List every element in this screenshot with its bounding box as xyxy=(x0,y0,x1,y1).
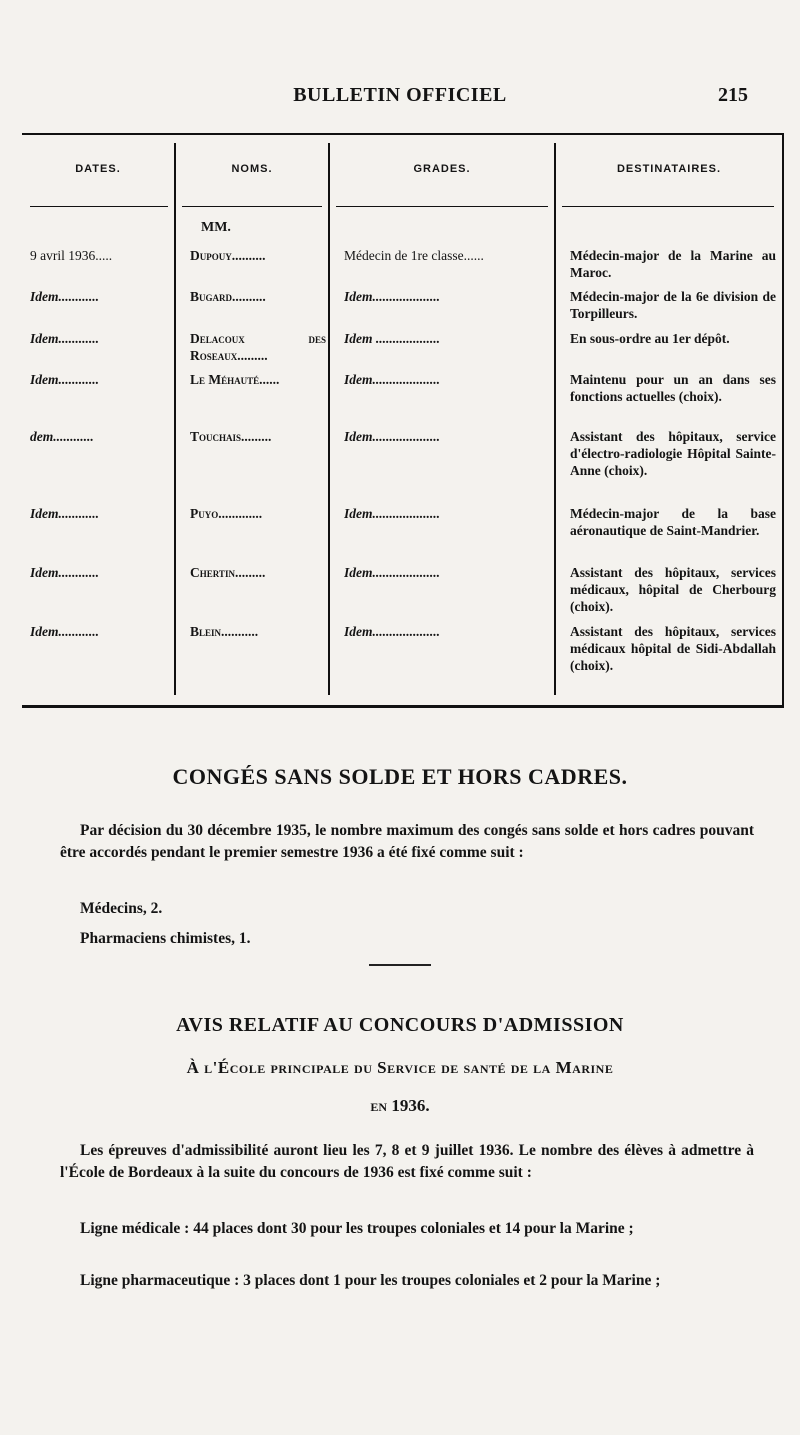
table-cell-nom: Dupouy.......... xyxy=(190,248,266,263)
table-cell-dest: En sous-ordre au 1er dépôt. xyxy=(570,331,730,346)
table-cell-dest: Maintenu pour un an dans ses fonctions actuelles (choix). xyxy=(570,372,776,404)
header-rule xyxy=(30,206,168,207)
table-cell-date: Idem............ xyxy=(30,331,99,346)
section-subtitle-year: en 1936. xyxy=(370,1096,430,1115)
table-cell-grade: Idem ................... xyxy=(344,331,440,346)
table-cell-nom: Blein........... xyxy=(190,624,259,639)
appointments-table xyxy=(22,133,784,708)
table-cell-grade: Idem.................... xyxy=(344,624,440,639)
table-cell-dest: Médecin-major de la 6e division de Torpilleurs. xyxy=(570,289,776,321)
table-cell-date: Idem............ xyxy=(30,565,99,580)
table-cell-nom: Puyo............. xyxy=(190,506,263,521)
mm-label: MM. xyxy=(201,220,231,235)
table-cell-grade: Idem.................... xyxy=(344,372,440,387)
page-number: 215 xyxy=(718,84,748,106)
column-divider xyxy=(328,143,330,695)
table-cell-grade: Idem.................... xyxy=(344,289,440,304)
header-rule xyxy=(336,206,548,207)
section-title-conges: CONGÉS SANS SOLDE ET HORS CADRES. xyxy=(172,764,628,789)
bulletin-title: BULLETIN OFFICIEL xyxy=(293,84,507,106)
table-cell-grade: Idem.................... xyxy=(344,506,440,521)
section2-line-medicale: Ligne médicale : 44 places dont 30 pour les troupes coloniales et 14 pour la Marine ; xyxy=(80,1220,634,1237)
table-cell-date: Idem............ xyxy=(30,289,99,304)
table-cell-nom: Delacoux des Roseaux......... xyxy=(190,331,326,363)
section-subtitle-ecole: À l'École principale du Service de santé de la Marine xyxy=(186,1058,614,1077)
page-header xyxy=(0,84,800,110)
table-cell-date: Idem............ xyxy=(30,624,99,639)
table-cell-dest: Assistant des hôpitaux, service d'électro-radiologie Hôpital Sainte-Anne (choix). xyxy=(570,429,776,478)
section1-line-medecins: Médecins, 2. xyxy=(80,900,163,917)
column-divider xyxy=(174,143,176,695)
table-cell-date: Idem............ xyxy=(30,506,99,521)
section2-line-pharmaceutique: Ligne pharmaceutique : 3 places dont 1 pour les troupes coloniales et 2 pour la Marine ; xyxy=(80,1272,661,1289)
table-cell-date: dem............ xyxy=(30,429,94,444)
table-cell-dest: Médecin-major de la Marine au Maroc. xyxy=(570,248,776,280)
section2-paragraph: Les épreuves d'admissibilité auront lieu les 7, 8 et 9 juillet 1936. Le nombre des élèves à admettre à l'École de Bordeaux à la suite du concours de 1936 est fixé comme suit : xyxy=(60,1142,754,1181)
section1-line-pharmaciens: Pharmaciens chimistes, 1. xyxy=(80,930,251,947)
section-divider xyxy=(369,964,431,966)
column-header-noms: NOMS. xyxy=(231,163,273,175)
table-cell-date: Idem............ xyxy=(30,372,99,387)
table-cell-nom: Le Méhauté...... xyxy=(190,372,280,387)
column-header-dates: DATES. xyxy=(75,163,121,175)
table-cell-grade: Médecin de 1re classe...... xyxy=(344,248,484,263)
column-header-destinataires: DESTINATAIRES. xyxy=(616,163,722,175)
table-cell-dest: Assistant des hôpitaux, services médicaux hôpital de Sidi-Abdallah (choix). xyxy=(570,624,776,673)
header-rule xyxy=(562,206,774,207)
table-cell-nom: Chertin......... xyxy=(190,565,266,580)
column-header-grades: GRADES. xyxy=(413,163,471,175)
section-title-concours: AVIS RELATIF AU CONCOURS D'ADMISSION xyxy=(176,1014,624,1036)
column-divider xyxy=(554,143,556,695)
table-cell-dest: Médecin-major de la base aéronautique de Saint-Mandrier. xyxy=(570,506,776,538)
section1-paragraph: Par décision du 30 décembre 1935, le nombre maximum des congés sans solde et hors cadres pouvant être accordés pendant le premier semestre 1936 a été fixé comme suit : xyxy=(60,822,754,861)
table-cell-dest: Assistant des hôpitaux, services médicaux, hôpital de Cherbourg (choix). xyxy=(570,565,776,614)
table-cell-date: 9 avril 1936..... xyxy=(30,248,113,263)
table-cell-nom: Bugard.......... xyxy=(190,289,266,304)
table-cell-nom: Touchais......... xyxy=(190,429,272,444)
header-rule xyxy=(182,206,322,207)
table-cell-grade: Idem.................... xyxy=(344,565,440,580)
table-cell-grade: Idem.................... xyxy=(344,429,440,444)
